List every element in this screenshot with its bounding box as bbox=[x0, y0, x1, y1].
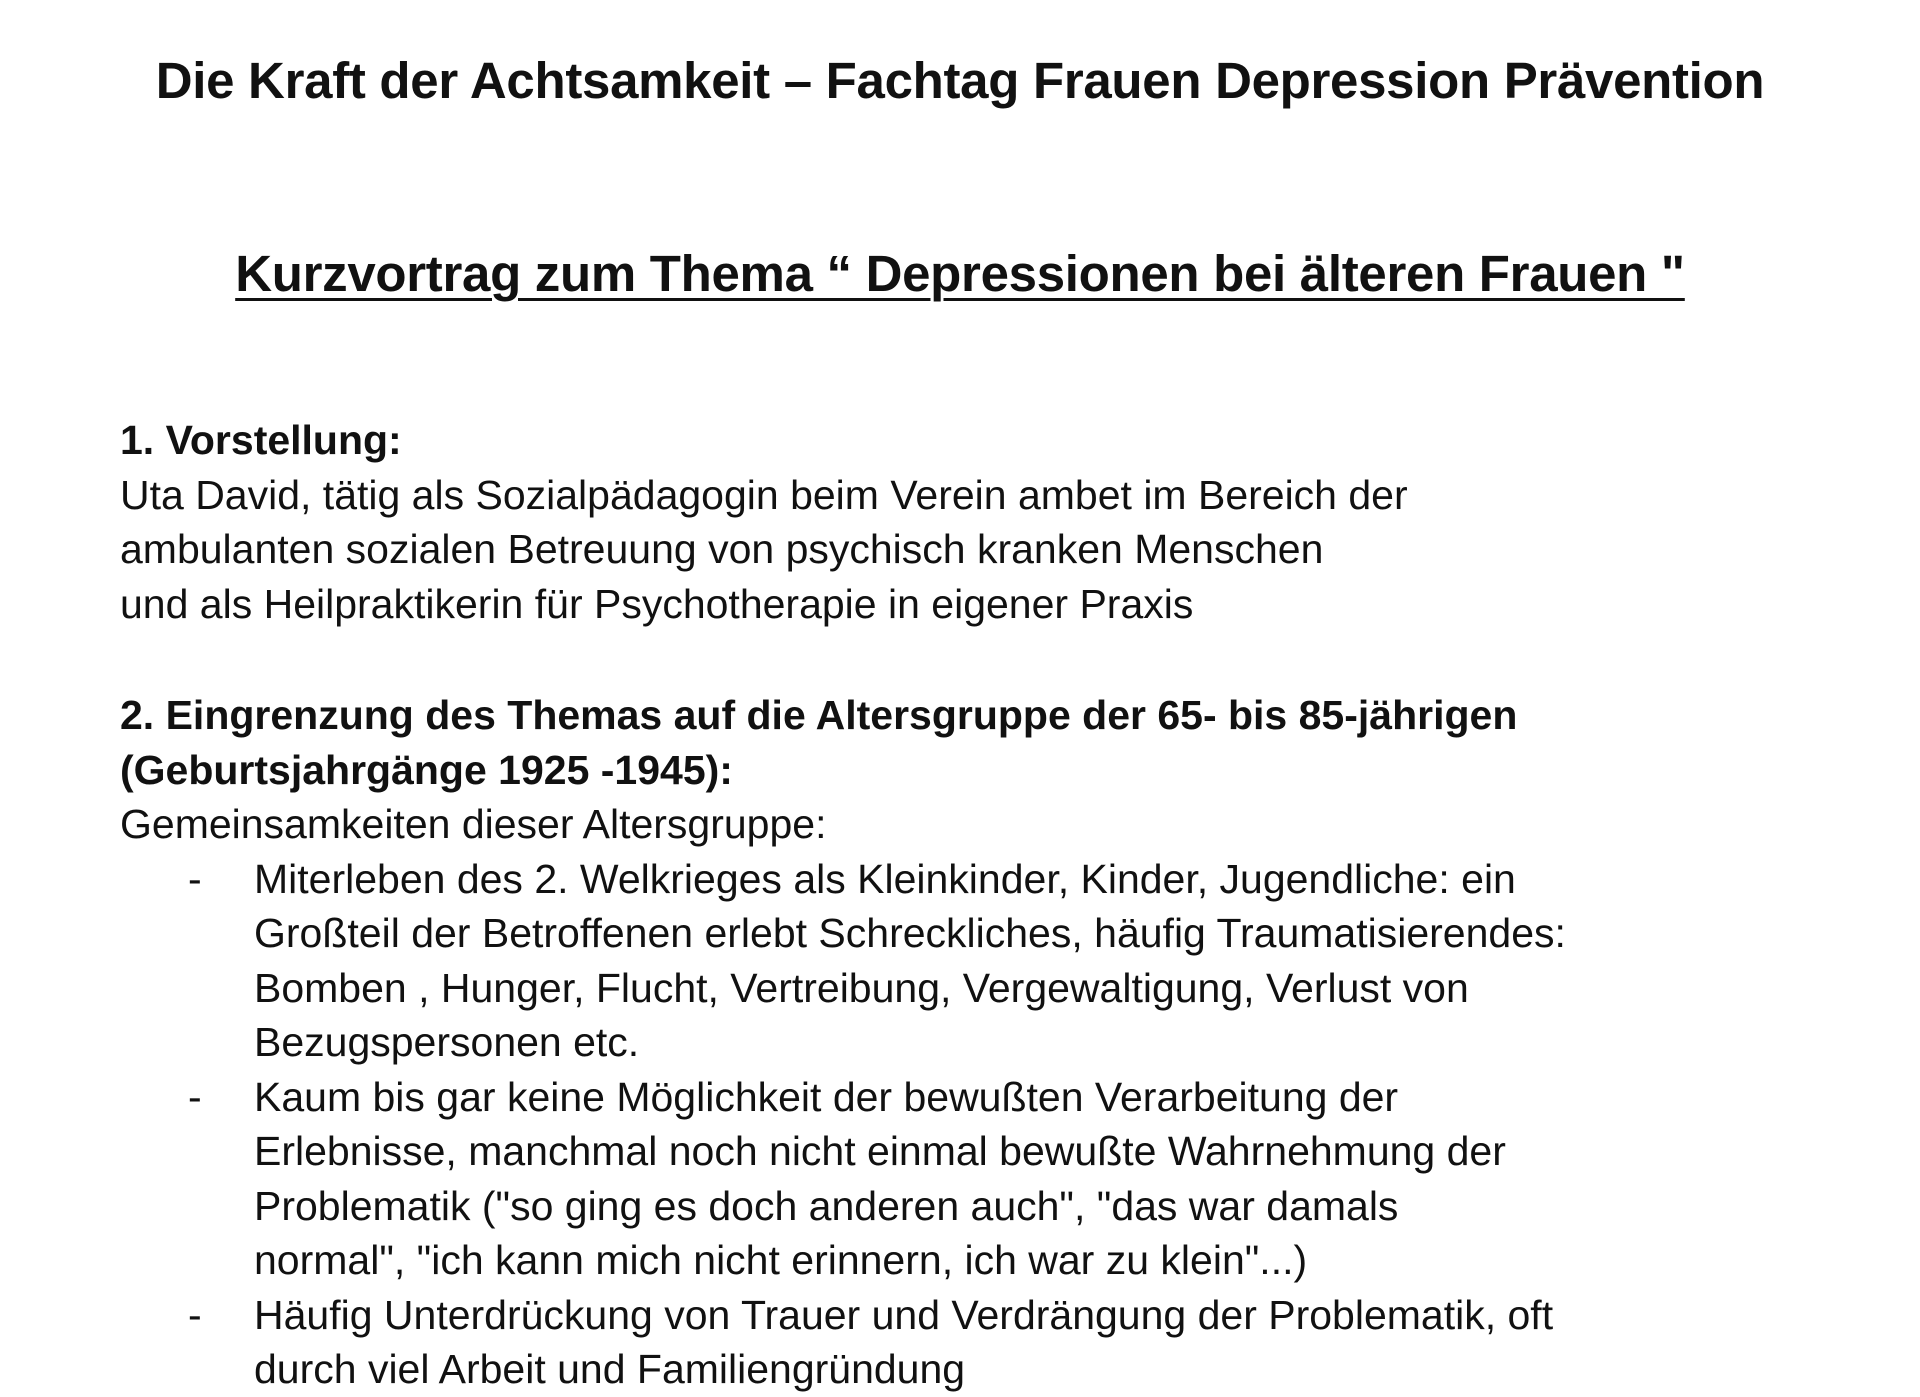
list-item-line: Kaum bis gar keine Möglichkeit der bewußten Verarbeitung der bbox=[254, 1073, 1399, 1120]
list-item-line: Bezugspersonen etc. bbox=[254, 1019, 640, 1065]
section-heading-continued: (Geburtsjahrgänge 1925 -1945): bbox=[120, 746, 733, 793]
list-item bbox=[120, 1288, 1840, 1397]
section-heading: 1. Vorstellung: bbox=[120, 417, 402, 463]
dash-bullet-icon: - bbox=[188, 1073, 202, 1120]
list-item-line: Großteil der Betroffenen erlebt Schreckliches, häufig Traumatisierendes: bbox=[254, 910, 1566, 956]
section-topic-scope bbox=[120, 688, 1840, 1397]
paragraph-line: und als Heilpraktikerin für Psychotherapie in eigener Praxis bbox=[120, 580, 1194, 627]
list-item-line: Erlebnisse, manchmal noch nicht einmal bewußte Wahrnehmung der bbox=[254, 1128, 1506, 1174]
list-item-line: normal", "ich kann mich nicht erinnern, ich war zu klein"...) bbox=[254, 1237, 1308, 1283]
paragraph-line: ambulanten sozialen Betreuung von psychisch kranken Menschen bbox=[120, 526, 1324, 572]
section-heading: 2. Eingrenzung des Themas auf die Altersgruppe der 65- bis 85-jährigen bbox=[120, 692, 1518, 738]
paragraph-line: Uta David, tätig als Sozialpädagogin beim Verein ambet im Bereich der bbox=[120, 471, 1408, 518]
list-item-line: Miterleben des 2. Welkrieges als Kleinkinder, Kinder, Jugendliche: ein bbox=[254, 855, 1516, 902]
list-item bbox=[120, 852, 1840, 1070]
list-item-line: durch viel Arbeit und Familiengründung bbox=[254, 1346, 966, 1392]
commonalities-list bbox=[120, 852, 1840, 1397]
dash-bullet-icon: - bbox=[188, 855, 202, 902]
dash-bullet-icon: - bbox=[188, 1291, 202, 1338]
list-item-line: Bomben , Hunger, Flucht, Vertreibung, Vergewaltigung, Verlust von bbox=[254, 964, 1469, 1011]
section-introduction bbox=[120, 413, 1840, 631]
document-subtitle bbox=[0, 243, 1920, 305]
list-item bbox=[120, 1070, 1840, 1288]
list-intro: Gemeinsamkeiten dieser Altersgruppe: bbox=[120, 801, 827, 847]
list-item-line: Problematik ("so ging es doch anderen auch", "das war damals bbox=[254, 1182, 1399, 1229]
subtitle-text: Kurzvortrag zum Thema “ Depressionen bei älteren Frauen " bbox=[235, 245, 1685, 302]
document-title: Die Kraft der Achtsamkeit – Fachtag Frauen Depression Prävention bbox=[155, 52, 1765, 109]
list-item-line: Häufig Unterdrückung von Trauer und Verdrängung der Problematik, oft bbox=[254, 1291, 1554, 1338]
